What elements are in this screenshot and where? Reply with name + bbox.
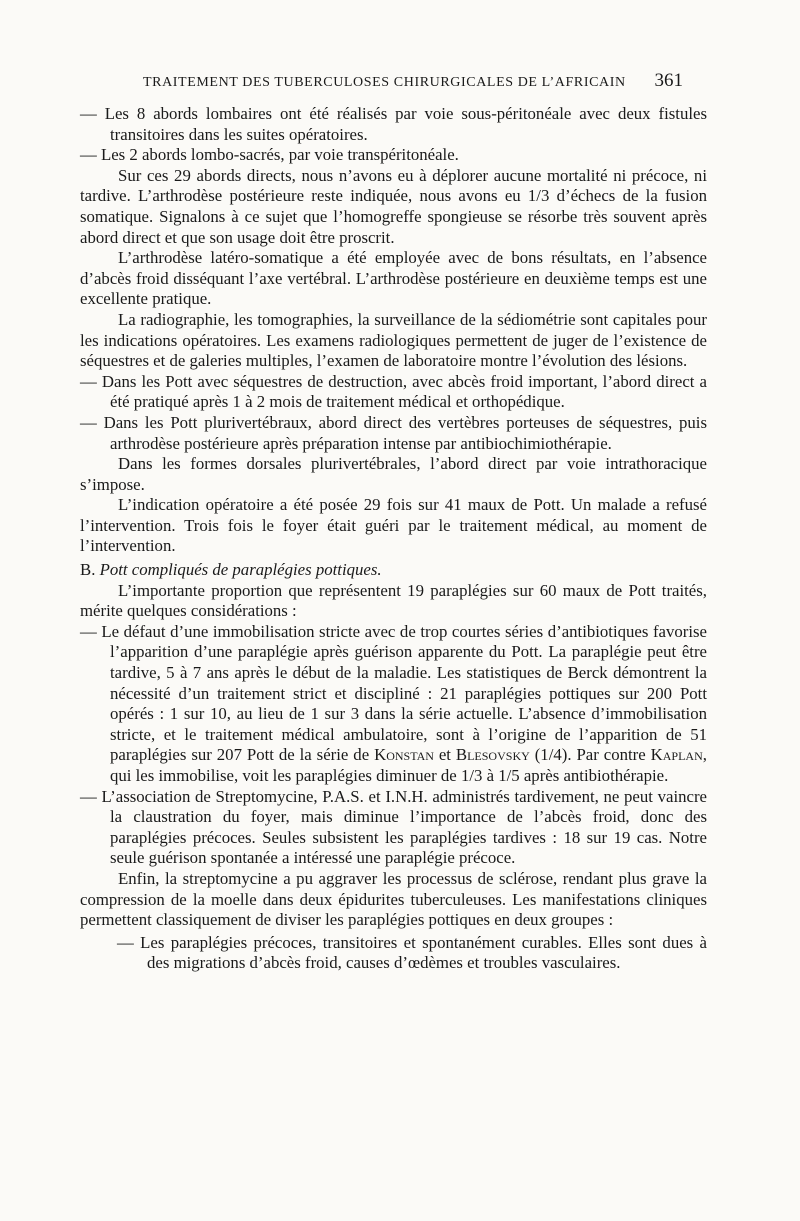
author-konstan: Konstan: [374, 745, 434, 765]
text-body: [80, 104, 707, 974]
conjunction-et: et: [438, 745, 451, 765]
page-header: [143, 70, 683, 92]
paragraph-direct-approaches: Sur ces 29 abords directs, nous n’avons eu à déplorer aucune mortalité ni précoce, ni tardive. L’arthrodèse postérieure reste indiquée, nous avons eu 1/3 d’échecs de la fusion somatique. Signalons à ce sujet que l’homogreffe spongieuse se résorbe très souvent après abord direct et que son usage doit être proscrit.: [80, 165, 707, 247]
immobilisation-text-2: (1/4). Par contre: [534, 745, 646, 765]
author-blesovsky: Blesovsky: [455, 745, 530, 765]
paragraph-streptomycine-association: — L’association de Streptomycine, P.A.S. et I.N.H. administrés tardivement, ne peut vaincre la claustration du foyer, mais diminue l’importance de l’abcès froid, donc des paraplégies précoces. Seules subsistent les paraplégies tardives : 18 sur 19 cas. Notre seule guérison spontanée a intéressé une paraplégie précoce.: [80, 786, 707, 868]
section-heading-b: [80, 560, 707, 581]
paragraph-proportion: L’importante proportion que représentent 19 paraplégies sur 60 maux de Pott traités, mérite quelques considérations :: [80, 580, 707, 621]
page-number: 361: [654, 70, 683, 91]
running-title: TRAITEMENT DES TUBERCULOSES CHIRURGICALES DE L’AFRICAIN: [143, 75, 626, 90]
immobilisation-text-3: qui les immobilise, voit les paraplégies diminuer de 1/3 à 1/5 après antibiothérapie.: [110, 766, 669, 785]
paragraph-operative-indication: L’indication opératoire a été posée 29 fois sur 41 maux de Pott. Un malade a refusé l’intervention. Trois fois le foyer était guéri par le traitement médical, au moment de l’intervention.: [80, 495, 707, 556]
section-letter: B.: [80, 560, 96, 580]
paragraph-radiography: La radiographie, les tomographies, la surveillance de la sédiométrie sont capitales pour les indications opératoires. Les examens radiologiques permettent de juger de l’existence de séquestres et de galeries multiples, l’examen de laboratoire montre l’évolution des lésions.: [80, 309, 707, 371]
author-kaplan: Kaplan,: [650, 745, 707, 765]
paragraph-dorsal-forms: Dans les formes dorsales plurivertébrales, l’abord direct par voie intrathoracique s’impose.: [80, 454, 707, 494]
immobilisation-text-1: — Le défaut d’une immobilisation stricte avec de trop courtes séries d’antibiotiques favorise l’apparition d’une paraplégie après guérison apparente du Pott. La paraplégie peut être tardive, 5 à 7 ans après le début de la maladie. Les statistiques de Berck démontrent la nécessité d’un traitement strict et discipliné : 21 paraplégies pottiques sur 200 Pott opérés : 1 sur 10, au lieu de 1 sur 3 dans la série actuelle. L’absence d’immobilisation stricte, et le traitement médical ambulatoire, sont à l’origine de l’apparition de 51 paraplégies sur 207 Pott de la série de: [80, 621, 707, 765]
paragraph-latero-somatic: L’arthrodèse latéro-somatique a été employée avec de bons résultats, en l’absence d’abcès froid disséquant l’axe vertébral. L’arthrodèse postérieure en deuxième temps est une excellente pratique.: [80, 248, 707, 309]
paragraph-pott-sequestres: — Dans les Pott avec séquestres de destruction, avec abcès froid important, l’abord direct a été pratiqué après 1 à 2 mois de traitement médical et orthopédique.: [80, 371, 707, 412]
paragraph-early-paraplegias: — Les paraplégies précoces, transitoires et spontanément curables. Elles sont dues à des migrations d’abcès froid, causes d’œdèmes et troubles vasculaires.: [117, 932, 707, 973]
section-title: Pott compliqués de paraplégies pottiques.: [99, 560, 382, 580]
paragraph-sclerosis: Enfin, la streptomycine a pu aggraver les processus de sclérose, rendant plus grave la compression de la moelle dans deux épidurites tuberculeuses. Les manifestations cliniques permettent classiquement de diviser les paraplégies pottiques en deux groupes :: [80, 868, 707, 930]
paragraph-lumbosacral-approaches: — Les 2 abords lombo-sacrés, par voie transpéritonéale.: [80, 145, 459, 165]
paragraph-lumbar-approaches: — Les 8 abords lombaires ont été réalisés par voie sous-péritonéale avec deux fistules transitoires dans les suites opératoires.: [80, 104, 707, 144]
paragraph-immobilisation: [80, 622, 707, 787]
paragraph-pott-plurivertebraux: — Dans les Pott plurivertébraux, abord direct des vertèbres porteuses de séquestres, puis arthrodèse postérieure après préparation intense par antibiochimiothérapie.: [80, 412, 707, 453]
